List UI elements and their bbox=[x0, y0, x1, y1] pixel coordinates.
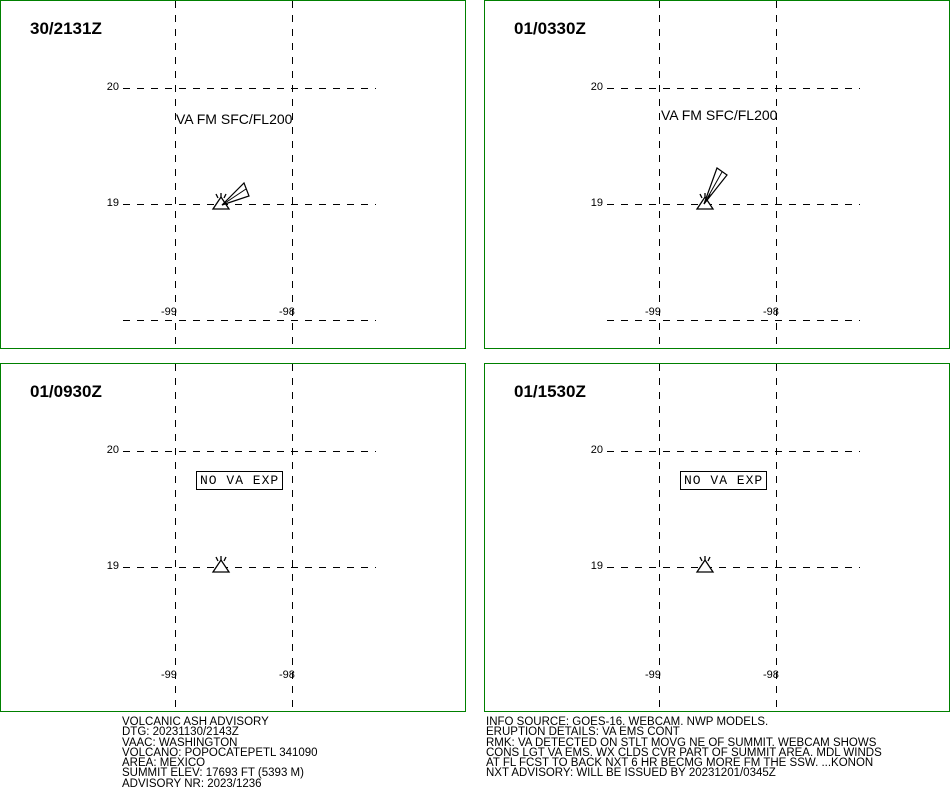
lon-label-99: -99 bbox=[161, 306, 177, 318]
forecast-panel-2 bbox=[484, 0, 950, 349]
lon-label-98: -98 bbox=[763, 669, 779, 681]
map-grid bbox=[485, 364, 950, 713]
advisory-line: VAAC: WASHINGTON bbox=[122, 736, 238, 749]
lat-label-19: 19 bbox=[106, 560, 119, 572]
forecast-panel-3 bbox=[0, 363, 466, 712]
advisory-line: VOLCANIC ASH ADVISORY bbox=[122, 716, 269, 728]
va-level-label: VA FM SFC/FL200 bbox=[176, 111, 293, 127]
advisory-line: NXT ADVISORY: WILL BE ISSUED BY 20231201/0345Z bbox=[486, 767, 776, 780]
advisory-line: SUMMIT ELEV: 17693 FT (5393 M) bbox=[122, 767, 304, 780]
lon-label-98: -98 bbox=[279, 306, 295, 318]
advisory-line: ERUPTION DETAILS: VA EMS CONT bbox=[486, 726, 680, 739]
map-grid bbox=[1, 364, 467, 713]
advisory-line: AT FL FCST TO BACK NXT 6 HR BECMG MORE FM THE SSW. ...KONON bbox=[486, 757, 874, 770]
lon-label-98: -98 bbox=[763, 306, 779, 318]
advisory-line: ADVISORY NR: 2023/1236 bbox=[122, 777, 262, 790]
volcano-icon bbox=[213, 556, 229, 572]
advisory-line: DTG: 20231130/2143Z bbox=[122, 726, 239, 739]
no-va-expected-box: NO VA EXP bbox=[196, 471, 283, 490]
advisory-line: VOLCANO: POPOCATEPETL 341090 bbox=[122, 746, 318, 759]
forecast-panel-4 bbox=[484, 363, 950, 712]
map-grid bbox=[485, 1, 950, 350]
lon-label-99: -99 bbox=[161, 669, 177, 681]
lat-label-20: 20 bbox=[106, 81, 119, 93]
lon-label-98: -98 bbox=[279, 669, 295, 681]
lat-label-20: 20 bbox=[106, 444, 119, 456]
lon-label-99: -99 bbox=[645, 669, 661, 681]
panel-time: 01/0330Z bbox=[514, 19, 586, 38]
advisory-line: RMK: VA DETECTED ON STLT MOVG NE OF SUMMIT. WEBCAM SHOWS bbox=[486, 736, 877, 749]
lat-label-19: 19 bbox=[106, 197, 119, 209]
advisory-line: CONS LGT VA EMS. WX CLDS CVR PART OF SUMMIT AREA. MDL WINDS bbox=[486, 746, 882, 759]
advisory-header-block bbox=[122, 717, 318, 789]
va-level-label: VA FM SFC/FL200 bbox=[661, 107, 778, 123]
advisory-line: INFO SOURCE: GOES-16. WEBCAM. NWP MODELS. bbox=[486, 716, 769, 728]
panel-time: 01/0930Z bbox=[30, 382, 102, 401]
forecast-panel-1 bbox=[0, 0, 466, 349]
volcano-icon bbox=[697, 556, 713, 572]
map-grid bbox=[1, 1, 467, 350]
advisory-line: AREA: MEXICO bbox=[122, 757, 206, 770]
no-va-expected-box: NO VA EXP bbox=[680, 471, 767, 490]
advisory-remarks-block bbox=[486, 717, 882, 779]
lat-label-19: 19 bbox=[590, 197, 603, 209]
panel-time: 30/2131Z bbox=[30, 19, 102, 38]
lon-label-99: -99 bbox=[645, 306, 661, 318]
panel-time: 01/1530Z bbox=[514, 382, 586, 401]
lat-label-20: 20 bbox=[590, 444, 603, 456]
lat-label-19: 19 bbox=[590, 560, 603, 572]
lat-label-20: 20 bbox=[590, 81, 603, 93]
